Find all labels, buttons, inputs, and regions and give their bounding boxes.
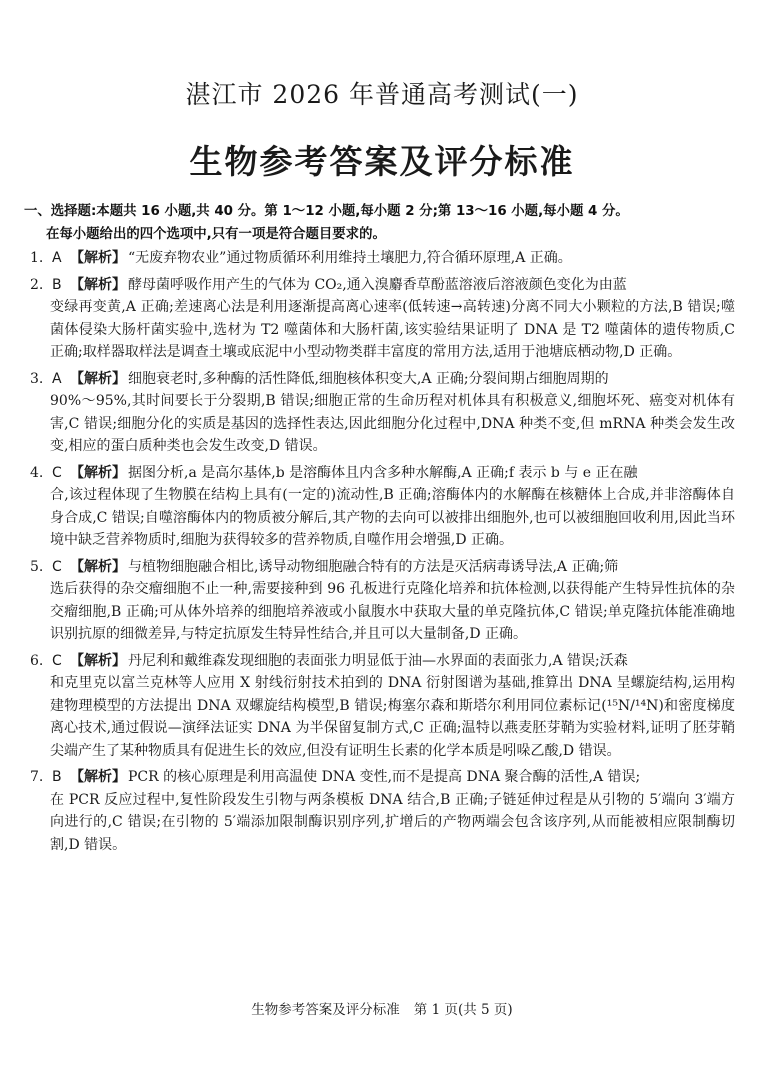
question-item (30, 274, 735, 364)
explanation-first-line: 丹尼利和戴维森发现细胞的表面张力明显低于油—水界面的表面张力,A 错误;沃森 (128, 652, 628, 669)
explanation-first-line: 据图分析,a 是高尔基体,b 是溶酶体且内含多种水解酶,A 正确;f 表示 b 与 e 正在融 (128, 464, 638, 481)
question-number: 1. (30, 250, 44, 266)
footer-page-info: 第 1 页(共 5 页) (413, 1002, 513, 1018)
footer-doc-name: 生物参考答案及评分标准 (251, 1002, 400, 1018)
analysis-tag: 【解析】 (70, 464, 126, 481)
question-number: 4. (30, 464, 44, 481)
answer-letter: C (52, 464, 62, 481)
question-item (30, 766, 735, 856)
explanation-first-line: 细胞衰老时,多种酶的活性降低,细胞核体积变大,A 正确;分裂间期占细胞周期的 (128, 370, 609, 387)
explanation-first-line: 酵母菌呼吸作用产生的气体为 CO₂,通入溴麝香草酚蓝溶液后溶液颜色变化为由蓝 (128, 276, 627, 293)
answer-letter: B (52, 769, 62, 785)
question-number: 3. (30, 370, 44, 387)
answer-letter: A (52, 370, 62, 387)
question-number: 2. (30, 276, 44, 293)
analysis-tag: 【解析】 (70, 652, 126, 669)
section-line-1: 一、选择题:本题共 16 小题,共 40 分。第 1～12 小题,每小题 2 分;第 13～16 小题,每小题 4 分。 (24, 204, 629, 219)
explanation-first-line: 与植物细胞融合相比,诱导动物细胞融合特有的方法是灭活病毒诱导法,A 正确;筛 (128, 558, 619, 575)
explanation-continued: 在 PCR 反应过程中,复性阶段发生引物与两条模板 DNA 结合,B 正确;子链延伸过程是从引物的 5′端向 3′端方向进行的,C 错误;在引物的 5′端添加限制酶识别序列,扩增后的产物两端会包含该序列,从而能被相应限制酶切割,D 错误。 (50, 791, 735, 853)
question-number: 7. (30, 769, 44, 785)
document-title: 生物参考答案及评分标准 (189, 142, 575, 181)
answer-letter: C (52, 558, 62, 575)
question-item (30, 247, 735, 270)
analysis-tag: 【解析】 (70, 370, 126, 387)
analysis-tag: 【解析】 (70, 276, 126, 293)
question-item (30, 650, 735, 763)
question-item (30, 556, 735, 646)
page-footer (0, 1000, 764, 1020)
section-instructions (24, 200, 744, 246)
answer-letter: A (52, 250, 62, 266)
question-number: 6. (30, 652, 44, 669)
explanation-first-line: “无废弃物农业”通过物质循环利用维持土壤肥力,符合循环原理,A 正确。 (128, 250, 572, 266)
explanation-first-line: PCR 的核心原理是利用高温使 DNA 变性,而不是提高 DNA 聚合酶的活性,A 错误; (128, 769, 641, 785)
explanation-continued: 90%～95%,其时间要长于分裂期,B 错误;细胞正常的生命历程对机体具有积极意义,细胞坏死、癌变对机体有害,C 错误;细胞分化的实质是基因的选择性表达,因此细胞分化过程中,DNA 种类不变,但 mRNA 种类会发生改变,相应的蛋白质种类也会发生改变,D 错误。 (50, 393, 735, 454)
explanation-continued: 变绿再变黄,A 正确;差速离心法是利用逐渐提高离心速率(低转速→高转速)分离不同大小颗粒的方法,B 错误;噬菌体侵染大肠杆菌实验中,选材为 T2 噬菌体和大肠杆菌,该实验结果证明了 DNA 是 T2 噬菌体的遗传物质,C 正确;取样器取样法是调查土壤或底泥中小型动物类群丰富度的常用方法,适用于池塘底栖动物,D 正确。 (50, 299, 735, 360)
question-item (30, 462, 735, 552)
explanation-continued: 选后获得的杂交瘤细胞不止一种,需要接种到 96 孔板进行克隆化培养和抗体检测,以获得能产生特异性抗体的杂交瘤细胞,B 正确;可从体外培养的细胞培养液或小鼠腹水中获取大量的单克隆抗体,C 错误;单克隆抗体能准确地识别抗原的细微差异,与特定抗原发生特异性结合,并且可以大量制备,D 正确。 (50, 581, 735, 642)
exam-title: 湛江市 2026 年普通高考测试(一) (185, 80, 579, 109)
explanation-continued: 合,该过程体现了生物膜在结构上具有(一定的)流动性,B 正确;溶酶体内的水解酶在核糖体上合成,并非溶酶体自身合成,C 错误;自噬溶酶体内的物质被分解后,其产物的去向可以被排出细胞外,也可以被细胞回收利用,因此当环境中缺乏营养物质时,细胞为获得较多的营养物质,自噬作用会增强,D 正确。 (50, 487, 735, 548)
analysis-tag: 【解析】 (70, 558, 126, 575)
question-number: 5. (30, 558, 44, 575)
analysis-tag: 【解析】 (70, 250, 126, 266)
explanation-continued: 和克里克以富兰克林等人应用 X 射线衍射技术拍到的 DNA 衍射图谱为基础,推算出 DNA 呈螺旋结构,运用构建物理模型的方法提出 DNA 双螺旋结构模型,B 错误;梅塞尔森和斯塔尔利用同位素标记(¹⁵N/¹⁴N)和密度梯度离心技术,通过假说—演绎法证实 DNA 为半保留复制方式,C 正确;温特以燕麦胚芽鞘为实验材料,证明了胚芽鞘尖端产生了某种物质具有促进生长的效应,但没有证明生长素的化学本质是吲哚乙酸,D 错误。 (50, 675, 735, 759)
question-item (30, 368, 735, 458)
answer-letter: C (52, 652, 62, 669)
answer-letter: B (52, 276, 62, 293)
analysis-tag: 【解析】 (70, 769, 126, 785)
section-line-2: 在每小题给出的四个选项中,只有一项是符合题目要求的。 (46, 227, 386, 242)
question-list (30, 247, 735, 860)
